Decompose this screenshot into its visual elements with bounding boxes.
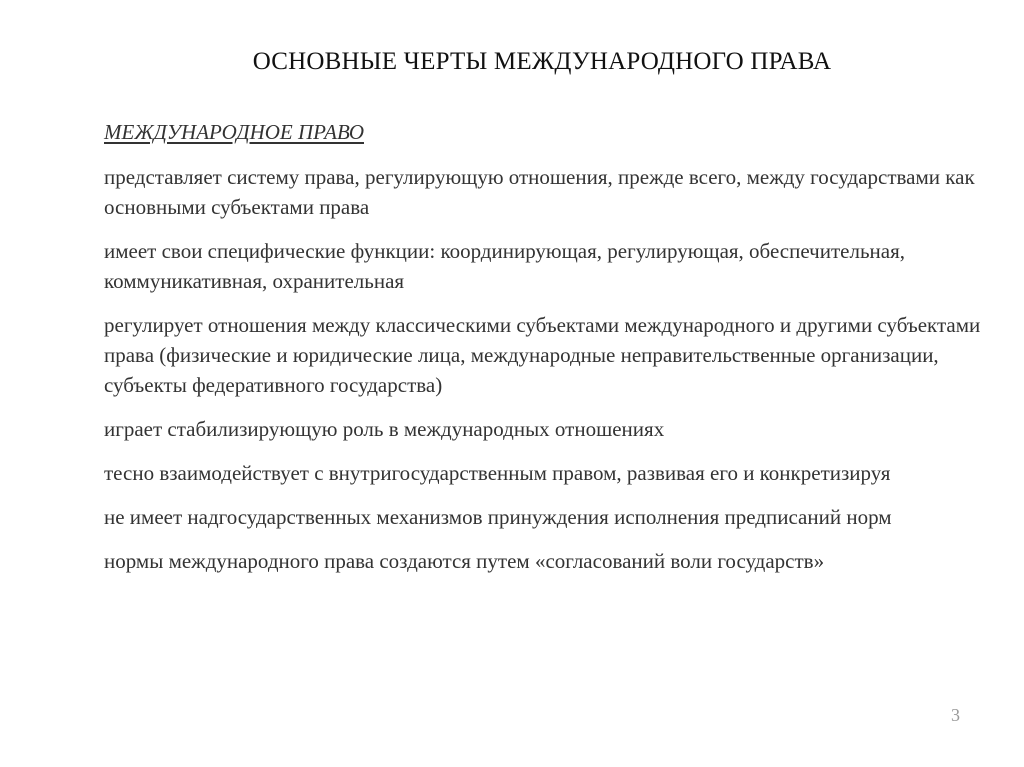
list-item: тесно взаимодействует с внутригосударственным правом, развивая его и конкретизируя [104, 461, 891, 485]
list-item: имеет свои специфические функции: координирующая, регулирующая, обеспечительная, коммуникативная, охранительная [104, 239, 905, 293]
slide-subtitle: МЕЖДУНАРОДНОЕ ПРАВО [104, 120, 364, 144]
list-item: регулирует отношения между классическими субъектами международного и другими субъектами права (физические и юридические лица, международные неправительственные организации, субъекты федеративного государства) [104, 313, 981, 397]
page-number: 3 [951, 705, 960, 725]
list-item: представляет систему права, регулирующую отношения, прежде всего, между государствами как основными субъектами права [104, 165, 975, 219]
list-item: нормы международного права создаются путем «согласований воли государств» [104, 549, 825, 573]
slide-title: ОСНОВНЫЕ ЧЕРТЫ МЕЖДУНАРОДНОГО ПРАВА [252, 48, 832, 75]
list-item: не имеет надгосударственных механизмов принуждения исполнения предписаний норм [104, 505, 892, 529]
feature-list [104, 162, 984, 590]
list-item: играет стабилизирующую роль в международных отношениях [104, 417, 665, 441]
